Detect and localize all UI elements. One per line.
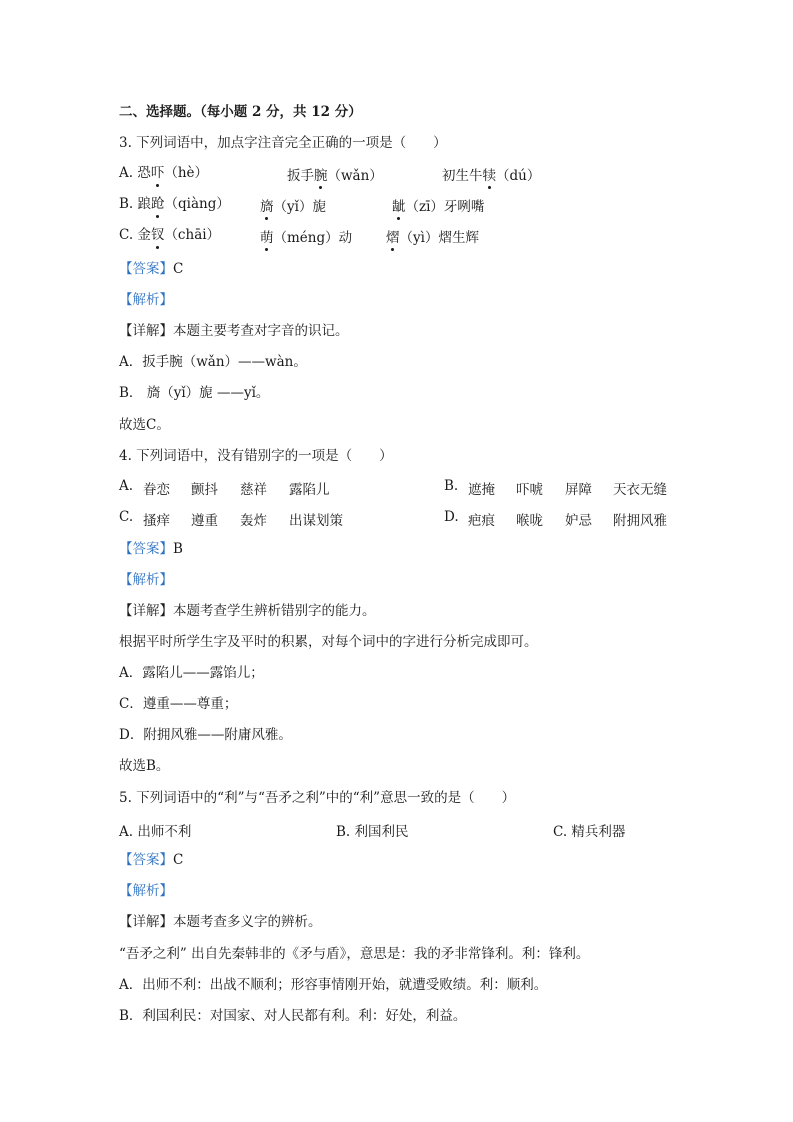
q4-option-c-label: C. xyxy=(119,509,134,525)
q4-note-5: 故选B。 xyxy=(119,758,170,774)
q3-option-c-word3: 熠（yì）熠生辉 xyxy=(386,226,479,246)
dotted-char: 萌 xyxy=(260,226,274,246)
answer-tag: 【答案】 xyxy=(119,541,173,557)
answer-value: C xyxy=(173,261,184,277)
q4-detail: 【详解】本题考查学生辨析错别字的能力。 xyxy=(119,603,376,619)
q4-option-a-label: A. xyxy=(119,478,134,494)
q4-option-b-label: B. xyxy=(444,478,459,494)
detail-tag: 【详解】 xyxy=(119,603,173,619)
dotted-char: 吓 xyxy=(150,165,165,181)
q3-option-b-word2: 旖（yǐ）旎 xyxy=(260,195,326,215)
q3-option-a-word3: 初生牛犊（dú） xyxy=(442,164,540,184)
q4-note-2: A．露陷儿——露馅儿； xyxy=(119,665,264,681)
section-title: 二、选择题。（每小题 2 分，共 12 分） xyxy=(119,104,362,120)
q4-note-4: D．附拥风雅——附庸风雅。 xyxy=(119,727,292,743)
dotted-char: 旖 xyxy=(260,195,274,215)
q4-option-d-label: D. xyxy=(444,509,459,525)
q5-stem: 5. 下列词语中的“利”与“吾矛之利”中的“利”意思一致的是（ ） xyxy=(119,790,516,806)
q5-detail: 【详解】本题考查多义字的辨析。 xyxy=(119,914,322,930)
q4-analysis-tag: 【解析】 xyxy=(119,572,173,588)
dotted-char: 腕 xyxy=(314,164,328,184)
q3-answer xyxy=(119,260,183,278)
q3-option-c-word2: 萌（méng）动 xyxy=(260,226,352,246)
q5-option-a: A. 出师不利 xyxy=(119,824,192,840)
detail-tag: 【详解】 xyxy=(119,323,173,339)
answer-value: B xyxy=(173,541,183,557)
q4-note-1: 根据平时所学生字及平时的积累，对每个词中的字进行分析完成即可。 xyxy=(119,634,538,650)
dotted-char: 钗 xyxy=(150,227,165,243)
q4-note-3: C．遵重——尊重； xyxy=(119,696,238,712)
q3-option-b: B. 踉跄（qiàng） xyxy=(119,196,230,212)
q5-answer xyxy=(119,851,183,869)
q3-analysis-tag: 【解析】 xyxy=(119,292,173,308)
q3-option-a-word2: 扳手腕（wǎn） xyxy=(287,164,383,184)
q5-option-c: C. 精兵利器 xyxy=(553,824,626,840)
detail-tag: 【详解】 xyxy=(119,914,173,930)
dotted-char: 犊 xyxy=(483,164,497,184)
dotted-char: 跄 xyxy=(151,196,165,212)
q3-stem: 3. 下列词语中，加点字注音完全正确的一项是（ ） xyxy=(119,135,447,151)
q3-option-b-word3: 龇（zī）牙咧嘴 xyxy=(392,195,484,215)
answer-tag: 【答案】 xyxy=(119,852,173,868)
q5-note-3: B．利国利民：对国家、对人民都有利。利：好处，利益。 xyxy=(119,1008,467,1024)
q5-note-2: A．出师不利：出战不顺利；形容事情刚开始，就遭受败绩。利：顺利。 xyxy=(119,977,548,993)
dotted-char: 熠 xyxy=(386,226,400,246)
q3-note-2: B． 旖（yǐ）旎 ——yǐ。 xyxy=(119,385,270,401)
document-page: 二、选择题。（每小题 2 分，共 12 分） 3. 下列词语中，加点字注音完全正确的一项是（ ） A. 恐吓（hè） 扳手腕（wǎn） 初生牛犊（dú） B. 踉跄（qiàng） 旖（yǐ）旎 龇（zī）牙咧嘴 C. 金钗（chāi） 萌（méng）动 熠（yì）熠生辉 【答案】C 【解析】 【详解】本题主要考查对字音的识记。 A．扳手腕（wǎn）——wàn。 B． 旖（yǐ）旎 ——yǐ。 故选C。 4. 下列词语中，没有错别字的一项是（ ） A. 眷恋 颤抖 慈祥 露陷儿 B. 遮掩 吓唬 屏障 天衣无缝 C. 搔痒 遵重 轰炸 出谋划策 D. 疤痕 喉咙 妒忌 附拥风雅 【答案】B 【解析】 【详解】本题考查学生辨析错别字的能力。 根据平时所学生字及平时的积累，对每个词中的字进行分析完成即可。 A．露陷儿——露馅儿； C．遵重——尊重； D．附拥风雅——附庸风雅。 故选B。 5. 下列词语中的“利”与“吾矛之利”中的“利”意思一致的是（ ） A. 出师不利 B. 利国利民 C. 精兵利器 【答案】C 【解析】 【详解】本题考查多义字的辨析。 “吾矛之利” 出自先秦韩非的《矛与盾》，意思是：我的矛非常锋利。利：锋利。 A．出师不利：出战不顺利；形容事情刚开始，就遭受败绩。利：顺利。 B．利国利民：对国家、对人民都有利。利：好处，利益。 xyxy=(119,104,667,1024)
q3-note-3: 故选C。 xyxy=(119,417,170,433)
q5-option-b: B. 利国利民 xyxy=(336,824,409,840)
answer-value: C xyxy=(173,852,184,868)
q3-detail: 【详解】本题主要考查对字音的识记。 xyxy=(119,323,349,339)
q4-stem: 4. 下列词语中，没有错别字的一项是（ ） xyxy=(119,448,393,464)
answer-tag: 【答案】 xyxy=(119,261,173,277)
q4-answer xyxy=(119,540,183,558)
q5-analysis-tag: 【解析】 xyxy=(119,883,173,899)
q3-option-c: C. 金钗（chāi） xyxy=(119,227,221,243)
q5-note-1: “吾矛之利” 出自先秦韩非的《矛与盾》，意思是：我的矛非常锋利。利：锋利。 xyxy=(119,946,590,962)
dotted-char: 龇 xyxy=(392,195,406,215)
q3-option-a: A. 恐吓（hè） xyxy=(119,165,209,181)
q3-note-1: A．扳手腕（wǎn）——wàn。 xyxy=(119,354,307,370)
